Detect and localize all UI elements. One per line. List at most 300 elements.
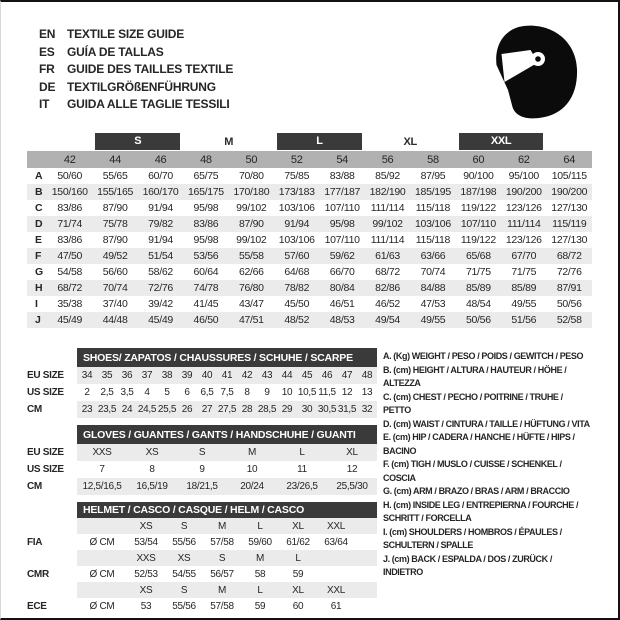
measurement-value: 79/82 [138, 216, 183, 232]
shoes-value: 10,5 [297, 387, 317, 398]
legend-item: E. (cm) HIP / CADERA / HANCHE / HÜFTE / HIPS / BACINO [383, 432, 575, 456]
measurement-value: 55/65 [102, 170, 128, 182]
helmet-value: XXL [317, 518, 355, 534]
measurement-value: 85/92 [375, 170, 400, 182]
measurement-value: 50/56 [556, 298, 582, 310]
shoes-value: 36 [117, 367, 137, 384]
helmet-value: 59 [254, 600, 266, 612]
helmet-row [27, 518, 377, 534]
language-code: EN [39, 27, 56, 41]
shoes-value: 28 [237, 401, 257, 418]
measurement-value: 160/170 [138, 184, 183, 200]
measurement-value: 103/106 [278, 234, 315, 246]
row-letter: B [27, 184, 47, 200]
row-letter: G [35, 266, 43, 278]
measurement-value: 53/56 [183, 248, 228, 264]
language-title: TEXTILE SIZE GUIDE [67, 27, 185, 41]
size-header-row [27, 151, 592, 168]
shoes-value: 43 [257, 367, 277, 384]
gloves-value: 12 [346, 464, 358, 475]
shoes-value: 31,5 [337, 401, 357, 418]
measurement-value: 87/90 [229, 216, 274, 232]
measurement-value: 76/80 [229, 280, 274, 296]
measurement-value: 75/85 [284, 170, 310, 182]
helmet-value: 61/62 [286, 536, 310, 548]
legend-item: G. (cm) ARM / BRAZO / BRAS / ARM / BRACCIO [383, 486, 570, 496]
measurement-value: 87/90 [102, 202, 128, 214]
measurement-value: 190/200 [546, 184, 592, 200]
spacer-cell [27, 348, 77, 367]
shoes-size-table [27, 348, 377, 418]
helmet-value: XXL [317, 582, 355, 598]
measurement-value: 91/94 [148, 234, 173, 246]
shoes-value: 30 [297, 401, 317, 418]
language-row [39, 44, 233, 62]
legend-item: A. (Kg) WEIGHT / PESO / POIDS / GEWITCH / PESO [383, 351, 584, 361]
shoes-value: 2,5 [100, 387, 114, 398]
measurement-row [27, 168, 592, 184]
legend-item: B. (cm) HEIGHT / ALTURA / HAUTEUR / HÖHE / ALTEZZA [383, 364, 567, 388]
gloves-value: 16,5/19 [127, 478, 177, 495]
spacer-cell [27, 502, 77, 518]
legend-item: F. (cm) TIGH / MUSLO / CUISSE / SCHENKEL / COSCIA [383, 459, 562, 483]
measurement-value: 71/75 [465, 266, 491, 278]
shoes-value: 26 [177, 401, 197, 418]
size-header-cell: 62 [501, 151, 546, 168]
size-group-label: XL [403, 135, 417, 148]
shoes-value: 2 [84, 387, 90, 398]
measurement-value: 83/86 [57, 234, 83, 246]
language-row [39, 79, 233, 97]
helmet-row [27, 598, 377, 614]
measurement-value: 70/74 [420, 266, 446, 278]
legend-item: C. (cm) CHEST / PECHO / POITRINE / TRUHE / PETTO [383, 391, 563, 415]
measurement-value: 65/68 [456, 248, 501, 264]
measurement-value: 51/54 [138, 248, 183, 264]
visor-pivot-dot [535, 56, 541, 62]
helmet-value: 60 [292, 600, 304, 612]
shoes-value: 3,5 [120, 387, 134, 398]
measurement-value: 57/60 [274, 248, 319, 264]
gloves-value: 12,5/16,5 [77, 478, 127, 495]
measurement-value: 45/50 [284, 298, 310, 310]
measurement-value: 127/130 [551, 234, 588, 246]
measurement-value: 43/47 [238, 298, 264, 310]
helmet-row-label [27, 582, 77, 598]
helmet-value: 58 [254, 568, 266, 580]
measurement-row [27, 232, 592, 248]
measurement-value: 62/66 [238, 266, 264, 278]
helmet-value: S [203, 550, 241, 566]
helmet-value: S [165, 582, 203, 598]
shoes-value: 9 [264, 387, 270, 398]
measurement-row [27, 280, 592, 296]
measurement-value: 111/114 [501, 216, 546, 232]
helmet-value: 59/60 [248, 536, 272, 548]
measurement-value: 47/53 [420, 298, 446, 310]
gloves-value: M [227, 444, 277, 461]
gloves-value: XS [127, 444, 177, 461]
helmet-value: 57/58 [210, 600, 234, 612]
gloves-title: GLOVES / GUANTES / GANTS / HANDSCHUHE / GUANTI [77, 425, 377, 444]
gloves-value: 18/21,5 [177, 478, 227, 495]
language-title: GUÍA DE TALLAS [67, 44, 164, 59]
language-code: ES [39, 44, 55, 59]
shoes-value: 23,5 [97, 401, 117, 418]
measurement-value: 70/80 [238, 170, 264, 182]
shoes-value: 41 [217, 367, 237, 384]
measurement-value: 177/187 [319, 184, 364, 200]
size-header-cell: 50 [229, 151, 274, 168]
measurement-value: 66/70 [329, 266, 355, 278]
helmet-value [77, 582, 127, 598]
gloves-value: XXS [77, 444, 127, 461]
gloves-size-table [27, 425, 377, 495]
shoes-row-label: EU SIZE [27, 370, 64, 381]
measurement-value: 47/51 [229, 312, 274, 328]
measurement-value: 87/91 [546, 280, 592, 296]
measurement-value: 61/63 [365, 248, 410, 264]
measurement-value: 46/51 [329, 298, 355, 310]
helmet-row-label [27, 518, 77, 534]
legend-item: H. (cm) INSIDE LEG / ENTREPIERNA / FOURCHE / SCHRITT / FORCELLA [383, 499, 579, 523]
size-header-cell: 60 [456, 151, 501, 168]
shoes-value: 6,5 [200, 387, 214, 398]
gloves-value: 11 [297, 464, 307, 475]
shoes-value: 23 [77, 401, 97, 418]
measurement-value: 75/78 [92, 216, 137, 232]
shoes-row [27, 401, 377, 418]
measurement-value: 170/180 [229, 184, 274, 200]
helmet-value: 55/56 [172, 600, 196, 612]
helmet-value: L [241, 582, 279, 598]
measurement-value: 67/70 [501, 248, 546, 264]
measurement-value: 49/55 [410, 312, 455, 328]
measurement-value: 37/40 [102, 298, 128, 310]
shoes-value: 46 [317, 367, 337, 384]
gloves-value: S [177, 444, 227, 461]
helmet-value: 53 [140, 600, 152, 612]
shoes-value: 28,5 [257, 401, 277, 418]
gloves-value: 8 [149, 464, 155, 475]
measurement-value: 187/198 [456, 184, 501, 200]
spacer-cell [27, 132, 47, 151]
measurement-value: 56/60 [102, 266, 128, 278]
gloves-value: L [277, 444, 327, 461]
size-header-cell: 48 [183, 151, 228, 168]
measurement-value: 83/86 [57, 202, 83, 214]
helmet-value: Ø CM [89, 600, 115, 612]
shoes-value: 32 [357, 401, 377, 418]
measurement-value: 91/94 [148, 202, 173, 214]
shoes-value: 4 [144, 387, 150, 398]
spacer-cell [546, 132, 592, 151]
helmet-value: M [241, 550, 279, 566]
measurement-row [27, 296, 592, 312]
shoes-value: 35 [97, 367, 117, 384]
shoes-title: SHOES/ ZAPATOS / CHAUSSURES / SCHUHE / SCARPE [77, 348, 377, 367]
helmet-row-label: CMR [27, 568, 49, 580]
measurement-value: 107/110 [324, 202, 360, 214]
shoes-value: 38 [157, 367, 177, 384]
helmet-value: XS [127, 518, 165, 534]
helmet-value: 54/55 [172, 568, 196, 580]
measurement-value: 68/72 [375, 266, 400, 278]
size-header-cell: 64 [546, 151, 592, 168]
measurement-value: 107/110 [324, 234, 360, 246]
size-group-label: XXL [459, 133, 544, 150]
racing-helmet-icon [482, 22, 582, 124]
measurement-value: 35/38 [57, 298, 83, 310]
measurement-value: 46/50 [183, 312, 228, 328]
measurement-value: 99/102 [236, 234, 267, 246]
filler-cell [355, 534, 377, 550]
filler-cell [355, 598, 377, 614]
measurement-value: 47/50 [47, 248, 92, 264]
measurement-value: 115/118 [415, 202, 451, 214]
shoes-value: 45 [297, 367, 317, 384]
measurement-row [27, 264, 592, 280]
row-letter: A [35, 170, 43, 182]
gloves-value: 9 [199, 464, 205, 475]
gloves-row-label: US SIZE [27, 464, 64, 475]
accessory-tables [27, 348, 377, 620]
helmet-value: XL [279, 582, 317, 598]
measurement-value: 63/66 [410, 248, 455, 264]
legend-item: I. (cm) SHOULDERS / HOMBROS / ÉPAULES / SCHULTERN / SPALLE [383, 526, 562, 550]
measurement-value: 60/70 [148, 170, 173, 182]
measurement-value: 119/122 [460, 202, 496, 214]
measurement-value: 49/55 [511, 298, 537, 310]
filler-cell [355, 518, 377, 534]
measurement-value: 107/110 [456, 216, 501, 232]
measurement-value: 48/54 [465, 298, 491, 310]
measurement-value: 68/72 [546, 248, 592, 264]
helmet-value: 63/64 [324, 536, 348, 548]
helmet-row-label: ECE [27, 600, 47, 612]
measurement-value: 78/82 [274, 280, 319, 296]
shoes-value: 37 [137, 367, 157, 384]
measurement-value: 95/98 [193, 202, 219, 214]
helmet-row-label: FIA [27, 536, 43, 548]
shoes-value: 24 [117, 401, 137, 418]
measurement-value: 50/60 [57, 170, 83, 182]
shoes-value: 7,5 [220, 387, 234, 398]
measurement-value: 46/52 [375, 298, 400, 310]
measurement-value: 44/48 [92, 312, 137, 328]
helmet-row [27, 582, 377, 598]
language-code: DE [39, 79, 56, 94]
measurement-value: 83/86 [183, 216, 228, 232]
helmet-value: XL [279, 518, 317, 534]
measurement-value: 68/72 [47, 280, 92, 296]
measurement-value: 182/190 [365, 184, 410, 200]
shoes-value: 27,5 [217, 401, 237, 418]
measurement-row [27, 200, 592, 216]
shoes-value: 39 [177, 367, 197, 384]
measurement-value: 115/119 [546, 216, 592, 232]
row-letter: D [27, 216, 47, 232]
shoes-value: 13 [361, 387, 373, 398]
gloves-value: 20/24 [227, 478, 277, 495]
measurement-row [27, 312, 592, 328]
legend-item: D. (cm) WAIST / CINTURA / TAILLE / HÜFTUNG / VITA [383, 418, 590, 429]
shoes-value: 27 [197, 401, 217, 418]
shoes-value: 5 [164, 387, 170, 398]
measurement-value: 70/74 [92, 280, 137, 296]
textile-size-table [27, 132, 592, 328]
helmet-value: 53/54 [134, 536, 158, 548]
measurement-value: 119/122 [460, 234, 496, 246]
shoes-value: 42 [237, 367, 257, 384]
shoes-value: 6 [184, 387, 190, 398]
shoes-value: 24,5 [137, 401, 157, 418]
gloves-value: 7 [99, 464, 105, 475]
measurement-value: 83/88 [329, 170, 355, 182]
measurement-value: 103/106 [410, 216, 455, 232]
gloves-value: XL [327, 444, 377, 461]
measurement-value: 185/195 [410, 184, 455, 200]
measurement-value: 50/56 [456, 312, 501, 328]
shoes-value: 8 [244, 387, 250, 398]
language-title: GUIDA ALLE TAGLIE TESSILI [67, 97, 230, 111]
measurement-value: 45/49 [138, 312, 183, 328]
gloves-row-label: EU SIZE [27, 447, 64, 458]
helmet-value [77, 550, 127, 566]
helmet-value: Ø CM [89, 536, 115, 548]
size-header-cell: 44 [92, 151, 137, 168]
spacer-cell [27, 425, 77, 444]
language-row [39, 96, 233, 114]
measurement-row [27, 184, 592, 200]
measurement-value: 111/114 [370, 234, 405, 246]
helmet-row [27, 566, 377, 582]
measurement-value: 39/42 [148, 298, 173, 310]
measurement-value: 52/58 [546, 312, 592, 328]
measurement-value: 105/115 [551, 170, 587, 182]
measurement-value: 72/76 [556, 266, 582, 278]
measurement-row [27, 216, 592, 232]
helmet-row-label [27, 550, 77, 566]
measurement-value: 103/106 [278, 202, 315, 214]
shoes-value: 25,5 [157, 401, 177, 418]
language-title: GUIDE DES TAILLES TEXTILE [67, 62, 234, 76]
shoes-title-row [27, 348, 377, 367]
measurement-value: 45/49 [47, 312, 92, 328]
row-letter: J [27, 312, 47, 328]
measurement-value: 59/62 [319, 248, 364, 264]
measurement-value: 127/130 [551, 202, 588, 214]
helmet-row [27, 550, 377, 566]
size-header-cell: 42 [47, 151, 92, 168]
measurement-value: 41/45 [193, 298, 219, 310]
language-row [39, 26, 233, 44]
helmet-value: 61 [330, 600, 342, 612]
gloves-row [27, 461, 377, 478]
shoes-row-label: US SIZE [27, 387, 64, 398]
measurement-value: 123/126 [505, 234, 542, 246]
helmet-value: XS [127, 582, 165, 598]
size-header-cell: 56 [365, 151, 410, 168]
helmet-value: Ø CM [89, 568, 115, 580]
helmet-value: XXS [127, 550, 165, 566]
measurement-value: 82/86 [365, 280, 410, 296]
header [27, 22, 592, 126]
size-group-cell [456, 132, 547, 151]
shoes-value: 10 [281, 387, 293, 398]
measurement-value: 123/126 [505, 202, 542, 214]
row-letter: I [35, 298, 38, 310]
shoes-value: 30,5 [317, 401, 337, 418]
measurement-value: 58/62 [148, 266, 173, 278]
measurement-value: 87/95 [420, 170, 446, 182]
size-group-cell [183, 132, 274, 151]
shoes-value: 29 [277, 401, 297, 418]
shoes-value: 11,5 [318, 387, 336, 398]
shoes-value: 47 [337, 367, 357, 384]
measurement-value: 48/53 [319, 312, 364, 328]
measurement-value: 60/64 [193, 266, 219, 278]
shoes-value: 40 [197, 367, 217, 384]
bottom-section [27, 348, 592, 620]
measurement-value: 99/102 [365, 216, 410, 232]
helmet-value: 56/57 [210, 568, 234, 580]
size-group-label: S [95, 133, 180, 150]
helmet-title: HELMET / CASCO / CASQUE / HELM / CASCO [77, 502, 377, 518]
measurement-value: 51/56 [501, 312, 546, 328]
shoes-value: 48 [357, 367, 377, 384]
measurement-value: 150/160 [47, 184, 92, 200]
size-header-cell: 46 [138, 151, 183, 168]
size-group-cell [365, 132, 456, 151]
shoes-value: 34 [77, 367, 97, 384]
size-group-cell [92, 132, 183, 151]
size-header-cell: 52 [274, 151, 319, 168]
measurement-value: 85/89 [501, 280, 546, 296]
measurement-value: 64/68 [284, 266, 310, 278]
measurement-value: 165/175 [183, 184, 228, 200]
measurement-value: 95/98 [193, 234, 219, 246]
legend-item: J. (cm) BACK / ESPALDA / DOS / ZURÜCK / INDIETRO [383, 553, 552, 577]
shoes-value: 44 [277, 367, 297, 384]
measurement-value: 55/58 [229, 248, 274, 264]
helmet-value [77, 518, 127, 534]
gloves-row [27, 444, 377, 461]
measurement-value: 85/89 [456, 280, 501, 296]
size-group-label: L [277, 133, 362, 150]
helmet-value: M [203, 582, 241, 598]
measurement-legend [383, 348, 592, 620]
language-title-list [39, 22, 233, 114]
helmet-value: 59 [292, 568, 304, 580]
spacer-cell [27, 151, 47, 168]
shoes-row-label: CM [27, 404, 42, 415]
helmet-row [27, 534, 377, 550]
filler-cell [355, 566, 377, 582]
language-code: IT [39, 97, 50, 111]
language-title: TEXTILGRÖßENFÜHRUNG [67, 79, 216, 94]
measurement-value: 84/88 [410, 280, 455, 296]
measurement-value: 115/118 [415, 234, 451, 246]
gloves-row-label: CM [27, 481, 42, 492]
filler-cell [355, 550, 377, 566]
gloves-row [27, 478, 377, 495]
measurement-value: 90/100 [463, 170, 494, 182]
helmet-value: 52/53 [134, 568, 158, 580]
helmet-value: XS [165, 550, 203, 566]
measurement-value: 74/78 [183, 280, 228, 296]
measurement-value: 49/54 [365, 312, 410, 328]
